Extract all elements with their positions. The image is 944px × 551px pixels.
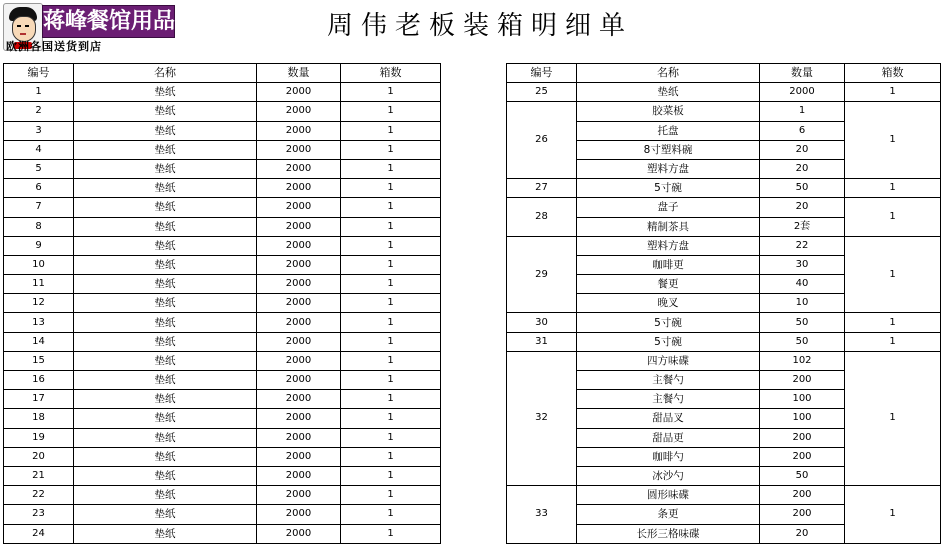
box-count: 1 bbox=[341, 466, 441, 485]
box-count: 1 bbox=[341, 83, 441, 102]
logo-name-banner bbox=[42, 5, 175, 38]
item-name: 垫纸 bbox=[74, 275, 257, 294]
row-id: 4 bbox=[4, 140, 74, 159]
table-row bbox=[507, 198, 941, 217]
table-row bbox=[4, 351, 441, 370]
item-name: 胶菜板 bbox=[577, 102, 760, 121]
item-quantity: 20 bbox=[760, 198, 845, 217]
item-quantity: 102 bbox=[760, 351, 845, 370]
item-name: 垫纸 bbox=[74, 428, 257, 447]
item-quantity: 2000 bbox=[257, 121, 341, 140]
item-quantity: 10 bbox=[760, 294, 845, 313]
item-name: 垫纸 bbox=[74, 505, 257, 524]
box-count: 1 bbox=[341, 409, 441, 428]
store-logo bbox=[3, 3, 176, 55]
row-id: 8 bbox=[4, 217, 74, 236]
row-id: 1 bbox=[4, 83, 74, 102]
item-name: 咖啡勺 bbox=[577, 447, 760, 466]
item-quantity: 2000 bbox=[257, 371, 341, 390]
item-name: 四方味碟 bbox=[577, 351, 760, 370]
box-count: 1 bbox=[845, 83, 941, 102]
box-count: 1 bbox=[845, 198, 941, 236]
table-row bbox=[4, 505, 441, 524]
item-quantity: 2000 bbox=[257, 255, 341, 274]
packing-table-right bbox=[506, 63, 941, 544]
item-name: 精制茶具 bbox=[577, 217, 760, 236]
table-header-row bbox=[507, 64, 941, 83]
table-row bbox=[507, 83, 941, 102]
row-id: 11 bbox=[4, 275, 74, 294]
item-quantity: 2套 bbox=[760, 217, 845, 236]
box-count: 1 bbox=[845, 236, 941, 313]
item-name: 甜品更 bbox=[577, 428, 760, 447]
item-quantity: 2000 bbox=[257, 313, 341, 332]
item-name: 垫纸 bbox=[74, 159, 257, 178]
box-count: 1 bbox=[845, 351, 941, 485]
header-boxes: 箱数 bbox=[845, 64, 941, 83]
item-quantity: 1 bbox=[760, 102, 845, 121]
table-row bbox=[4, 294, 441, 313]
table-row bbox=[4, 447, 441, 466]
row-id: 14 bbox=[4, 332, 74, 351]
table-row bbox=[507, 332, 941, 351]
header-quantity: 数量 bbox=[257, 64, 341, 83]
packing-table-left bbox=[3, 63, 441, 544]
box-count: 1 bbox=[341, 390, 441, 409]
logo-tagline: 欧洲各国送货到店 bbox=[6, 40, 102, 53]
item-name: 垫纸 bbox=[74, 121, 257, 140]
row-id: 18 bbox=[4, 409, 74, 428]
table-row bbox=[4, 179, 441, 198]
row-id: 25 bbox=[507, 83, 577, 102]
page-title: 周伟老板装箱明细单 bbox=[326, 11, 633, 41]
item-quantity: 2000 bbox=[257, 83, 341, 102]
item-quantity: 2000 bbox=[257, 179, 341, 198]
table-row bbox=[4, 313, 441, 332]
table-header-row bbox=[4, 64, 441, 83]
table-row bbox=[4, 102, 441, 121]
table-row bbox=[4, 121, 441, 140]
table-row bbox=[4, 198, 441, 217]
item-name: 垫纸 bbox=[74, 140, 257, 159]
row-id: 19 bbox=[4, 428, 74, 447]
item-name: 垫纸 bbox=[577, 83, 760, 102]
row-id: 26 bbox=[507, 102, 577, 179]
item-name: 咖啡更 bbox=[577, 255, 760, 274]
table-row bbox=[4, 332, 441, 351]
table-row bbox=[4, 371, 441, 390]
box-count: 1 bbox=[845, 486, 941, 544]
item-name: 8寸塑料碗 bbox=[577, 140, 760, 159]
row-id: 20 bbox=[4, 447, 74, 466]
table-row bbox=[507, 102, 941, 121]
item-quantity: 200 bbox=[760, 505, 845, 524]
table-row bbox=[4, 428, 441, 447]
box-count: 1 bbox=[341, 121, 441, 140]
item-quantity: 2000 bbox=[257, 505, 341, 524]
box-count: 1 bbox=[341, 524, 441, 543]
item-quantity: 50 bbox=[760, 313, 845, 332]
box-count: 1 bbox=[341, 486, 441, 505]
box-count: 1 bbox=[341, 505, 441, 524]
item-quantity: 50 bbox=[760, 466, 845, 485]
table-row bbox=[4, 390, 441, 409]
header-quantity: 数量 bbox=[760, 64, 845, 83]
table-row bbox=[4, 409, 441, 428]
item-quantity: 2000 bbox=[257, 447, 341, 466]
item-name: 垫纸 bbox=[74, 83, 257, 102]
row-id: 21 bbox=[4, 466, 74, 485]
row-id: 32 bbox=[507, 351, 577, 485]
row-id: 10 bbox=[4, 255, 74, 274]
header-id: 编号 bbox=[507, 64, 577, 83]
item-name: 垫纸 bbox=[74, 102, 257, 121]
item-quantity: 2000 bbox=[760, 83, 845, 102]
item-quantity: 2000 bbox=[257, 217, 341, 236]
item-name: 5寸碗 bbox=[577, 179, 760, 198]
item-quantity: 2000 bbox=[257, 275, 341, 294]
item-name: 条更 bbox=[577, 505, 760, 524]
item-quantity: 2000 bbox=[257, 294, 341, 313]
row-id: 15 bbox=[4, 351, 74, 370]
item-quantity: 100 bbox=[760, 390, 845, 409]
item-name: 垫纸 bbox=[74, 351, 257, 370]
item-name: 主餐勺 bbox=[577, 390, 760, 409]
table-row bbox=[4, 140, 441, 159]
box-count: 1 bbox=[845, 332, 941, 351]
table-row bbox=[507, 486, 941, 505]
table-row bbox=[4, 159, 441, 178]
item-name: 5寸碗 bbox=[577, 313, 760, 332]
row-id: 5 bbox=[4, 159, 74, 178]
item-quantity: 200 bbox=[760, 486, 845, 505]
table-row bbox=[507, 236, 941, 255]
item-quantity: 2000 bbox=[257, 198, 341, 217]
row-id: 3 bbox=[4, 121, 74, 140]
item-name: 塑料方盘 bbox=[577, 236, 760, 255]
box-count: 1 bbox=[341, 102, 441, 121]
box-count: 1 bbox=[341, 179, 441, 198]
box-count: 1 bbox=[341, 236, 441, 255]
item-quantity: 2000 bbox=[257, 140, 341, 159]
box-count: 1 bbox=[341, 275, 441, 294]
item-quantity: 200 bbox=[760, 371, 845, 390]
box-count: 1 bbox=[341, 217, 441, 236]
item-quantity: 2000 bbox=[257, 102, 341, 121]
box-count: 1 bbox=[341, 351, 441, 370]
item-quantity: 2000 bbox=[257, 159, 341, 178]
box-count: 1 bbox=[341, 255, 441, 274]
table-row bbox=[4, 217, 441, 236]
item-name: 垫纸 bbox=[74, 447, 257, 466]
item-quantity: 22 bbox=[760, 236, 845, 255]
box-count: 1 bbox=[341, 371, 441, 390]
item-quantity: 20 bbox=[760, 524, 845, 543]
item-name: 垫纸 bbox=[74, 524, 257, 543]
item-name: 冰沙勺 bbox=[577, 466, 760, 485]
item-quantity: 2000 bbox=[257, 428, 341, 447]
item-name: 垫纸 bbox=[74, 236, 257, 255]
item-name: 垫纸 bbox=[74, 486, 257, 505]
table-row bbox=[507, 351, 941, 370]
item-quantity: 50 bbox=[760, 179, 845, 198]
item-name: 托盘 bbox=[577, 121, 760, 140]
row-id: 29 bbox=[507, 236, 577, 313]
item-quantity: 2000 bbox=[257, 332, 341, 351]
row-id: 16 bbox=[4, 371, 74, 390]
box-count: 1 bbox=[341, 159, 441, 178]
item-name: 晚叉 bbox=[577, 294, 760, 313]
row-id: 31 bbox=[507, 332, 577, 351]
item-name: 圆形味碟 bbox=[577, 486, 760, 505]
box-count: 1 bbox=[845, 179, 941, 198]
item-name: 垫纸 bbox=[74, 409, 257, 428]
item-quantity: 2000 bbox=[257, 466, 341, 485]
box-count: 1 bbox=[845, 102, 941, 179]
item-quantity: 2000 bbox=[257, 486, 341, 505]
header-name: 名称 bbox=[74, 64, 257, 83]
item-quantity: 6 bbox=[760, 121, 845, 140]
row-id: 24 bbox=[4, 524, 74, 543]
item-quantity: 200 bbox=[760, 447, 845, 466]
header-name: 名称 bbox=[577, 64, 760, 83]
row-id: 22 bbox=[4, 486, 74, 505]
item-name: 垫纸 bbox=[74, 179, 257, 198]
row-id: 7 bbox=[4, 198, 74, 217]
item-quantity: 2000 bbox=[257, 409, 341, 428]
box-count: 1 bbox=[341, 313, 441, 332]
item-quantity: 20 bbox=[760, 140, 845, 159]
box-count: 1 bbox=[341, 294, 441, 313]
row-id: 2 bbox=[4, 102, 74, 121]
item-quantity: 20 bbox=[760, 159, 845, 178]
table-row bbox=[507, 179, 941, 198]
table-row bbox=[4, 466, 441, 485]
row-id: 6 bbox=[4, 179, 74, 198]
item-name: 5寸碗 bbox=[577, 332, 760, 351]
item-quantity: 100 bbox=[760, 409, 845, 428]
box-count: 1 bbox=[341, 198, 441, 217]
item-quantity: 200 bbox=[760, 428, 845, 447]
item-quantity: 50 bbox=[760, 332, 845, 351]
item-quantity: 30 bbox=[760, 255, 845, 274]
item-name: 垫纸 bbox=[74, 313, 257, 332]
item-name: 餐更 bbox=[577, 275, 760, 294]
table-row bbox=[507, 313, 941, 332]
table-row bbox=[4, 236, 441, 255]
row-id: 12 bbox=[4, 294, 74, 313]
item-name: 垫纸 bbox=[74, 390, 257, 409]
box-count: 1 bbox=[341, 428, 441, 447]
item-quantity: 40 bbox=[760, 275, 845, 294]
table-row bbox=[4, 524, 441, 543]
row-id: 33 bbox=[507, 486, 577, 544]
row-id: 13 bbox=[4, 313, 74, 332]
row-id: 30 bbox=[507, 313, 577, 332]
item-name: 垫纸 bbox=[74, 217, 257, 236]
item-quantity: 2000 bbox=[257, 236, 341, 255]
item-name: 垫纸 bbox=[74, 255, 257, 274]
item-quantity: 2000 bbox=[257, 351, 341, 370]
box-count: 1 bbox=[341, 332, 441, 351]
box-count: 1 bbox=[845, 313, 941, 332]
item-name: 主餐勺 bbox=[577, 371, 760, 390]
header-id: 编号 bbox=[4, 64, 74, 83]
box-count: 1 bbox=[341, 447, 441, 466]
item-name: 长形三格味碟 bbox=[577, 524, 760, 543]
row-id: 28 bbox=[507, 198, 577, 236]
row-id: 23 bbox=[4, 505, 74, 524]
header-boxes: 箱数 bbox=[341, 64, 441, 83]
row-id: 9 bbox=[4, 236, 74, 255]
table-row bbox=[4, 83, 441, 102]
table-row bbox=[4, 275, 441, 294]
item-name: 甜品叉 bbox=[577, 409, 760, 428]
item-quantity: 2000 bbox=[257, 390, 341, 409]
item-name: 垫纸 bbox=[74, 332, 257, 351]
row-id: 17 bbox=[4, 390, 74, 409]
item-name: 垫纸 bbox=[74, 466, 257, 485]
box-count: 1 bbox=[341, 140, 441, 159]
item-name: 塑料方盘 bbox=[577, 159, 760, 178]
item-name: 垫纸 bbox=[74, 371, 257, 390]
table-row bbox=[4, 486, 441, 505]
item-name: 盘子 bbox=[577, 198, 760, 217]
item-quantity: 2000 bbox=[257, 524, 341, 543]
row-id: 27 bbox=[507, 179, 577, 198]
table-row bbox=[4, 255, 441, 274]
item-name: 垫纸 bbox=[74, 198, 257, 217]
logo-name: 蒋峰餐馆用品 bbox=[43, 9, 176, 34]
item-name: 垫纸 bbox=[74, 294, 257, 313]
